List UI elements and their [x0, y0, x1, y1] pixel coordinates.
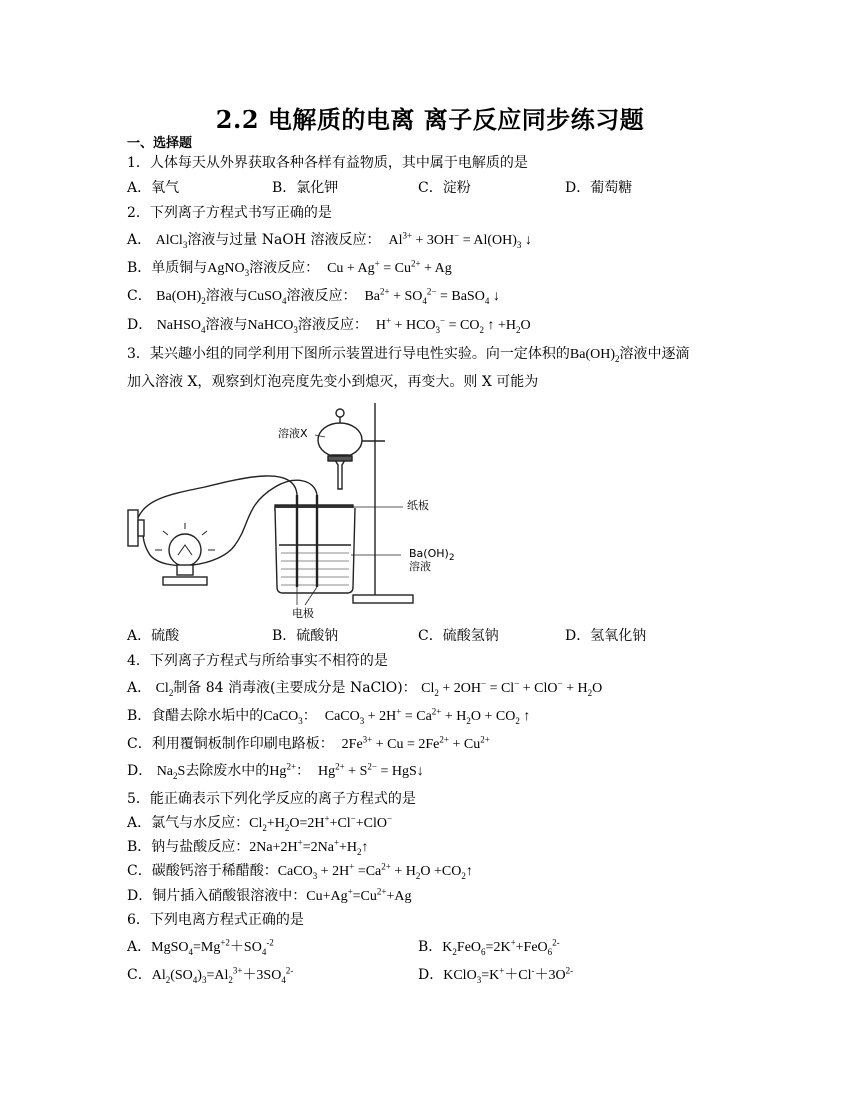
q6-option-b: B．$K_2FeO_6=2K^++FeO_6^{2-}$ [418, 937, 560, 957]
label-baoh2-solution: $Ba(OH)_2$ 溶液 [409, 547, 455, 573]
q5-option-c: C．碳酸钙溶于稀醋酸：CaCO$_3$ + $2H^+ =Ca^{2+} + H_2O$ $+CO_2↑$ [127, 861, 473, 881]
q1-stem: 1．人体每天从外界获取各种各样有益物质，其中属于电解质的是 [127, 155, 528, 171]
stand-base [353, 595, 413, 603]
q3-stem-line1: 3．某兴趣小组的同学利用下图所示装置进行导电性实验。向一定体积的$Ba(OH)_2$溶液中逐滴 [127, 346, 690, 364]
q4-option-c: C．利用覆铜板制作印刷电路板： $2Fe^{3+} + Cu = 2Fe^{2+} + Cu^{2+}$ [127, 734, 490, 752]
q5-option-d: D．铜片插入硝酸银溶液中：$Cu+Ag^+=Cu^{2+}+Ag$ [127, 886, 412, 904]
q6-option-d: D．$KClO_3=K^++Cl^-+3O^{2-}$ [418, 965, 574, 985]
beaker [275, 508, 355, 593]
q2-stem: 2．下列离子方程式书写正确的是 [127, 205, 332, 221]
q1-option-a: A．氧气 [127, 180, 180, 196]
q5-option-b: B．钠与盐酸反应：$2Na+2H^+=2Na^++H_2↑$ [127, 837, 369, 857]
q1-option-d: D．葡萄糖 [565, 180, 633, 196]
q3-option-b: B．硫酸钠 [272, 628, 339, 644]
q3-option-c: C．硫酸氢钠 [418, 628, 499, 644]
q5-option-a: A．氯气与水反应：$Cl_2+H_2O=2H^++Cl^-+ClO^-$ [127, 813, 393, 833]
separatory-funnel [318, 423, 362, 457]
q5-stem: 5．能正确表示下列化学反应的离子方程式的是 [127, 791, 416, 807]
stopcock [328, 456, 352, 461]
wall-plate [128, 510, 138, 546]
q2-option-c: C． $Ba(OH)_2$溶液与CuSO$_4$溶液反应： $Ba^{2+} + SO_4^{2-}$ = BaSO$_4$ ↓ [127, 286, 500, 306]
label-solution-x: 溶液X [278, 427, 308, 440]
q6-stem: 6．下列电离方程式正确的是 [127, 912, 304, 928]
wire-left [137, 476, 297, 520]
q3-stem-line2: 加入溶液 X，观察到灯泡亮度先变小到熄灭，再变大。则 X 可能为 [127, 374, 539, 390]
q1-option-c: C．淀粉 [418, 180, 471, 196]
q6-option-a: A．$MgSO_4=Mg^{+2}+SO_4^{-2}$ [127, 937, 274, 957]
conductivity-apparatus-diagram [125, 395, 485, 625]
q4-option-b: B．食醋去除水垢中的CaCO$_3$： CaCO$_3$ + $2H^+ = Ca^{2+} + H_2O + CO_2$ ↑ [127, 706, 531, 726]
page-title: 2.2 电解质的电离 离子反应同步练习题 [215, 105, 645, 134]
q3-option-d: D．氢氧化钠 [565, 628, 647, 644]
q4-option-a: A． $Cl_2$制备 84 消毒液(主要成分是 NaClO)： $Cl_2 + 2OH^- = Cl^- + ClO^- + H_2O$ [127, 678, 603, 698]
q4-option-d: D． $Na_2S$去除废水中的$Hg^{2+}$： $Hg^{2+} + S^{2-}$ = HgS↓ [127, 761, 424, 781]
q1-option-b: B．氯化钾 [272, 180, 339, 196]
q6-option-c: C．$Al_2(SO_4)_3=Al_2^{3+}+3SO_4^{2-}$ [127, 965, 294, 985]
section-heading: 一、选择题 [127, 136, 193, 151]
label-electrode: 电极 [292, 607, 314, 620]
light-bulb [169, 534, 201, 566]
q4-stem: 4．下列离子方程式与所给事实不相符的是 [127, 653, 388, 669]
bulb-base [163, 577, 207, 585]
label-paper-board: 纸板 [407, 499, 429, 512]
q2-option-a: A． AlCl$_3$溶液与过量 NaOH 溶液反应： $Al^{3+} + 3OH^- = Al(OH)_3$ ↓ [127, 230, 532, 250]
q2-option-b: B．单质铜与AgNO$_3$溶液反应： $Cu + Ag^+ = Cu^{2+} + Ag$ [127, 258, 452, 278]
q3-option-a: A．硫酸 [127, 628, 180, 644]
q2-option-d: D． NaHSO$_4$溶液与NaHCO$_3$溶液反应： $H^+ + HCO_3^- = CO_2$ ↑ $+H_2O$ [127, 315, 531, 335]
